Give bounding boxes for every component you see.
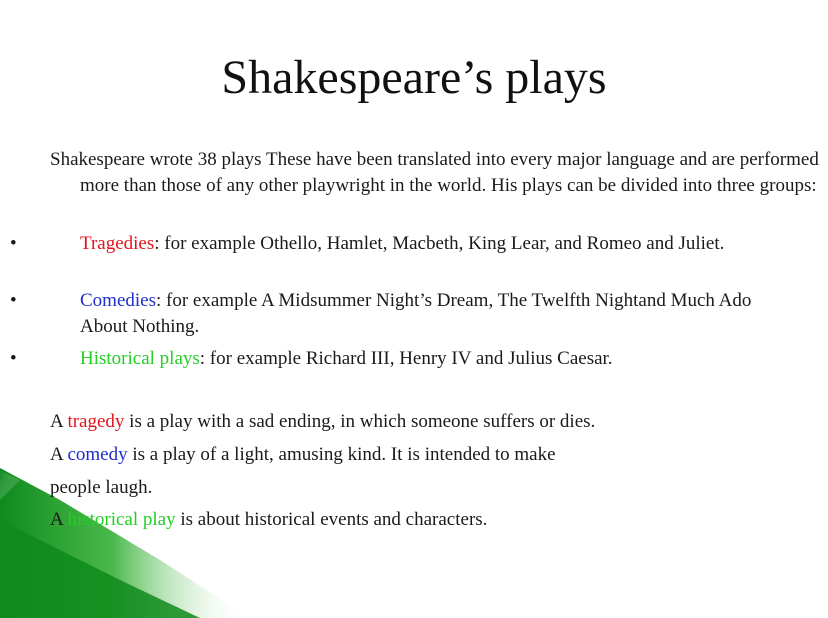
tragedies-term: Tragedies <box>80 233 155 254</box>
definition-prefix: A <box>50 411 68 432</box>
definition-historical <box>50 507 790 533</box>
tragedies-text: : for example Othello, Hamlet, Macbeth, King Lear, and Romeo and Juliet. <box>154 233 725 254</box>
comedy-definition: is a play of a light, amusing kind. It is intended to make <box>127 444 556 465</box>
intro-paragraph: Shakespeare wrote 38 plays These have been translated into every major language and are performed more than those of any other playwright in the world. His plays can be divided into three groups: <box>50 149 819 196</box>
tragedy-definition: is a play with a sad ending, in which someone suffers or dies. <box>124 411 596 432</box>
historical-play-term: historical play <box>67 509 176 530</box>
comedies-term: Comedies <box>80 290 156 311</box>
definition-prefix: A <box>50 444 68 465</box>
bullet-marker: • <box>10 290 17 311</box>
definition-comedy-continued: people laugh. <box>50 477 153 498</box>
historical-term: Historical plays <box>80 348 200 369</box>
comedy-term: comedy <box>67 444 128 465</box>
comedies-text: : for example A Midsummer Night’s Dream, The Twelfth Nightand Much Ado About Nothing. <box>80 290 752 337</box>
tragedy-term: tragedy <box>67 411 125 432</box>
bullet-marker: • <box>10 348 17 369</box>
definition-comedy <box>50 442 790 468</box>
definition-tragedy <box>50 409 790 435</box>
historical-definition: is about historical events and characters. <box>175 509 488 530</box>
page-title: Shakespeare’s plays <box>221 51 607 104</box>
definition-prefix: A <box>50 509 68 530</box>
bullet-marker: • <box>10 233 17 254</box>
historical-text: : for example Richard III, Henry IV and Julius Caesar. <box>199 348 613 369</box>
